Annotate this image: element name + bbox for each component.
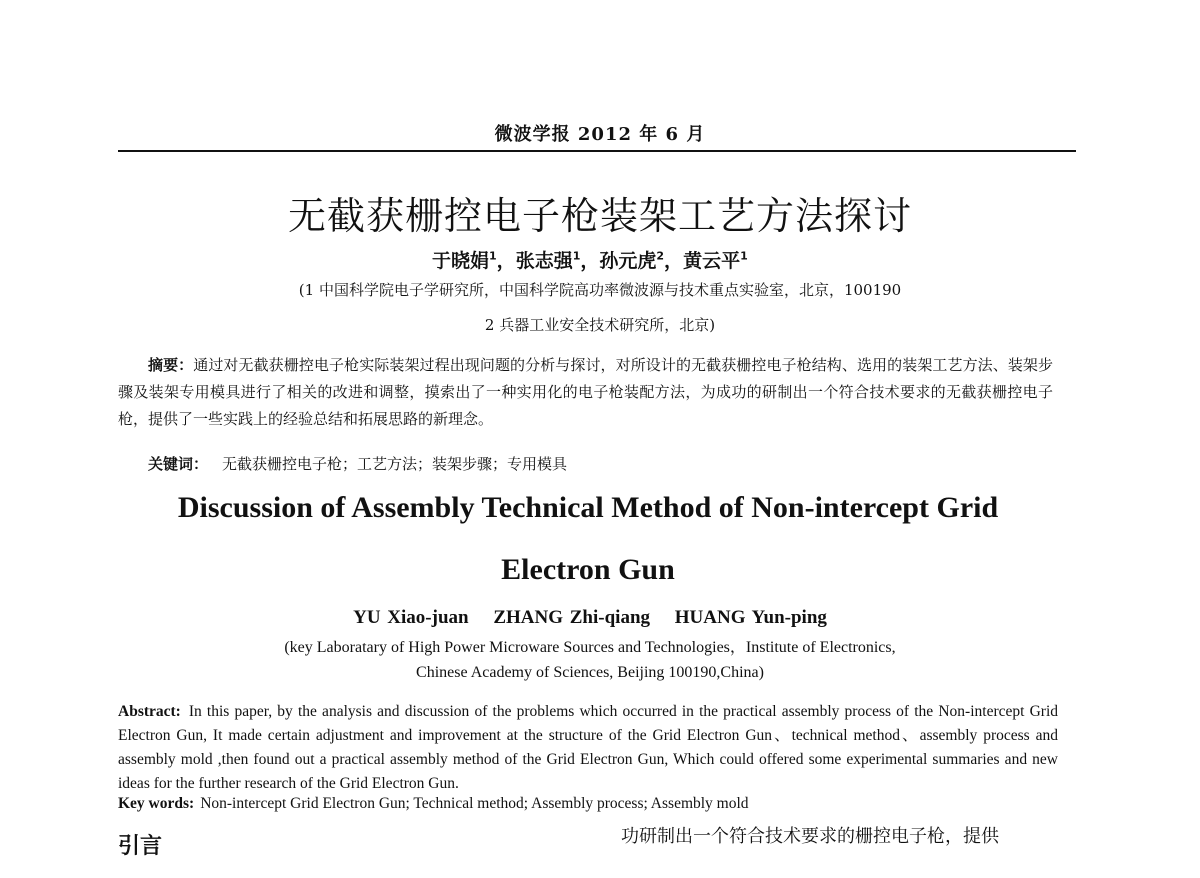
keywords-english: [118, 795, 749, 813]
abstract-chinese-label: 摘要：: [148, 356, 194, 374]
affiliation-english-2: Chinese Academy of Sciences, Beijing 100190,China): [416, 664, 764, 681]
authors-chinese: [432, 246, 748, 273]
affiliation-chinese-1: (1 中国科学院电子学研究所，中国科学院高功率微波源与技术重点实验室，北京，100190: [298, 281, 902, 299]
abstract-chinese-text: 通过对无截获栅控电子枪实际装架过程出现问题的分析与探讨，对所设计的无截获栅控电子枪结构、选用的装架工艺方法、装架步骤及装架专用模具进行了相关的改进和调整，摸索出了一种实用化的电子枪装配方法，为成功的研制出一个符合技术要求的无截获栅控电子枪，提供了一些实践上的经验总结和拓展思路的新理念。: [118, 356, 1053, 428]
keywords-english-label: Key words:: [118, 795, 195, 812]
section-heading-introduction: 引言: [118, 834, 163, 859]
title-english-line-2: Electron Gun: [501, 553, 675, 586]
abstract-english: [118, 700, 1058, 796]
author-cn-1-mark: 1: [489, 249, 497, 263]
abstract-english-label: Abstract:: [118, 703, 181, 720]
author-separator: ，: [496, 250, 516, 272]
author-cn-3-mark: 2: [656, 249, 665, 263]
author-separator: ，: [664, 250, 684, 272]
author-cn-1: 于晓娟: [432, 250, 490, 272]
abstract-english-text: In this paper, by the analysis and discussion of the problems which occurred in the practical assembly process of the Non-intercept Grid Electron Gun, It made certain adjustment and improvement at the structure of the Grid Electron Gun、technical method、assembly process and assembly mold ,then found out a practical assembly method of the Grid Electron Gun, Which could offered some experimental summaries and new ideas for the further research of the Grid Electron Gun.: [118, 703, 1058, 792]
authors-english: [0, 607, 1180, 629]
author-en-1: YU Xiao-juan: [353, 607, 469, 628]
author-cn-3: 孙元虎: [599, 250, 657, 272]
journal-header: 微波学报 2012 年 6 月: [494, 124, 706, 145]
author-cn-2-mark: 1: [572, 249, 581, 263]
author-cn-4: 黄云平: [683, 250, 741, 272]
keywords-chinese-text: 无截获栅控电子枪；工艺方法；装架步骤；专用模具: [222, 455, 568, 473]
author-en-2: ZHANG Zhi-qiang: [493, 607, 651, 628]
author-en-3: HUANG Yun-ping: [674, 607, 827, 628]
right-column-text-line: 功研制出一个符合技术要求的栅控电子枪，提供: [621, 826, 999, 847]
title-chinese: 无截获栅控电子枪装架工艺方法探讨: [287, 194, 912, 238]
keywords-chinese-label: 关键词：: [148, 455, 209, 473]
title-english-line-1: Discussion of Assembly Technical Method of Non-intercept Grid: [177, 491, 999, 524]
keywords-english-text: Non-intercept Grid Electron Gun; Technical method; Assembly process; Assembly mold: [200, 795, 749, 812]
header-rule: [118, 150, 1076, 152]
author-separator: ，: [580, 250, 600, 272]
abstract-chinese: [118, 352, 1053, 433]
keywords-chinese: [148, 453, 567, 474]
affiliation-chinese-2: 2 兵器工业安全技术研究所，北京): [484, 316, 716, 334]
affiliation-english-1: (key Laboratary of High Power Microware Sources and Technologies，Institute of Electronics,: [284, 639, 896, 656]
author-cn-4-mark: 1: [740, 249, 748, 263]
author-cn-2: 张志强: [515, 250, 573, 272]
